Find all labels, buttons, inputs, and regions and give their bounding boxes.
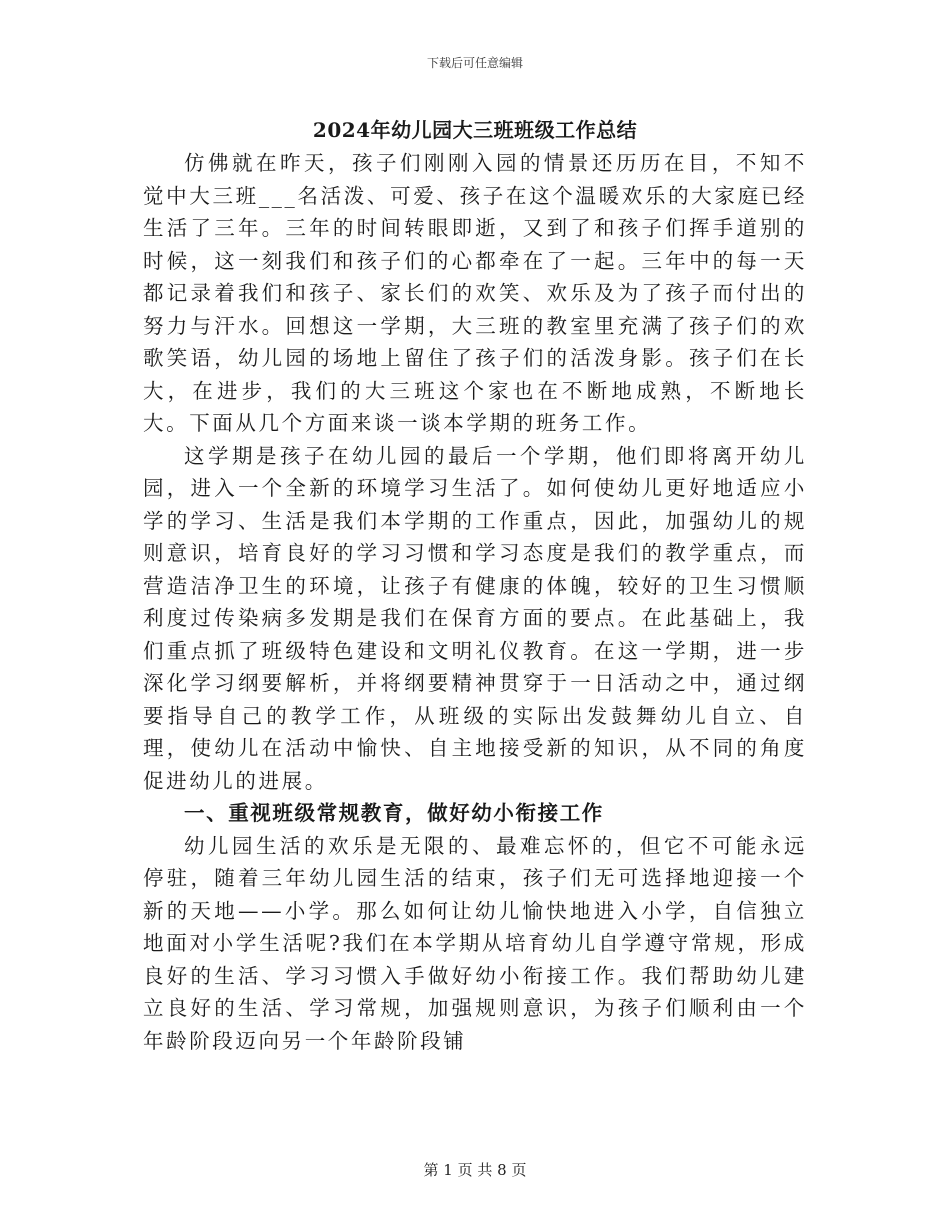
intro-paragraph: 仿佛就在昨天，孩子们刚刚入园的情景还历历在目，不知不觉中大三班___名活泼、可爱、孩子在这个温暖欢乐的大家庭已经生活了三年。三年的时间转眼即逝，又到了和孩子们挥手道别的时候，这一刻我们和孩子们的心都牵在了一起。三年中的每一天都记录着我们和孩子、家长们的欢笑、欢乐及为了孩子而付出的努力与汗水。回想这一学期，大三班的教室里充满了孩子们的欢歌笑语，幼儿园的场地上留住了孩子们的活泼身影。孩子们在长大，在进步，我们的大三班这个家也在不断地成熟，不断地长大。下面从几个方面来谈一谈本学期的班务工作。 [143, 151, 807, 435]
document-body [143, 147, 807, 1057]
header-note: 下载后可任意编辑 [426, 56, 523, 70]
page-number: 第 1 页 共 8 页 [423, 1161, 527, 1179]
section-paragraph: 幼儿园生活的欢乐是无限的、最难忘怀的，但它不可能永远停驻，随着三年幼儿园生活的结束，孩子们无可选择地迎接一个新的天地——小学。那么如何让幼儿愉快地进入小学，自信独立地面对小学生活呢?我们在本学期从培育幼儿自学遵守常规，形成良好的生活、学习习惯入手做好幼小衔接工作。我们帮助幼儿建立良好的生活、学习常规，加强规则意识，为孩子们顺利由一个年龄阶段迈向另一个年龄阶段铺 [143, 833, 807, 1053]
section-heading: 一、重视班级常规教育，做好幼小衔接工作 [184, 801, 604, 825]
document-title: 2024年幼儿园大三班班级工作总结 [312, 118, 638, 142]
focus-paragraph: 这学期是孩子在幼儿园的最后一个学期，他们即将离开幼儿园，进入一个全新的环境学习生活了。如何使幼儿更好地适应小学的学习、生活是我们本学期的工作重点，因此，加强幼儿的规则意识，培育良好的学习习惯和学习态度是我们的教学重点，而营造洁净卫生的环境，让孩子有健康的体魄，较好的卫生习惯顺利度过传染病多发期是我们在保育方面的要点。在此基础上，我们重点抓了班级特色建设和文明礼仪教育。在这一学期，进一步深化学习纲要解析，并将纲要精神贯穿于一日活动之中，通过纲要指导自己的教学工作，从班级的实际出发鼓舞幼儿自立、自理，使幼儿在活动中愉快、自主地接受新的知识，从不同的角度促进幼儿的进展。 [143, 443, 807, 793]
